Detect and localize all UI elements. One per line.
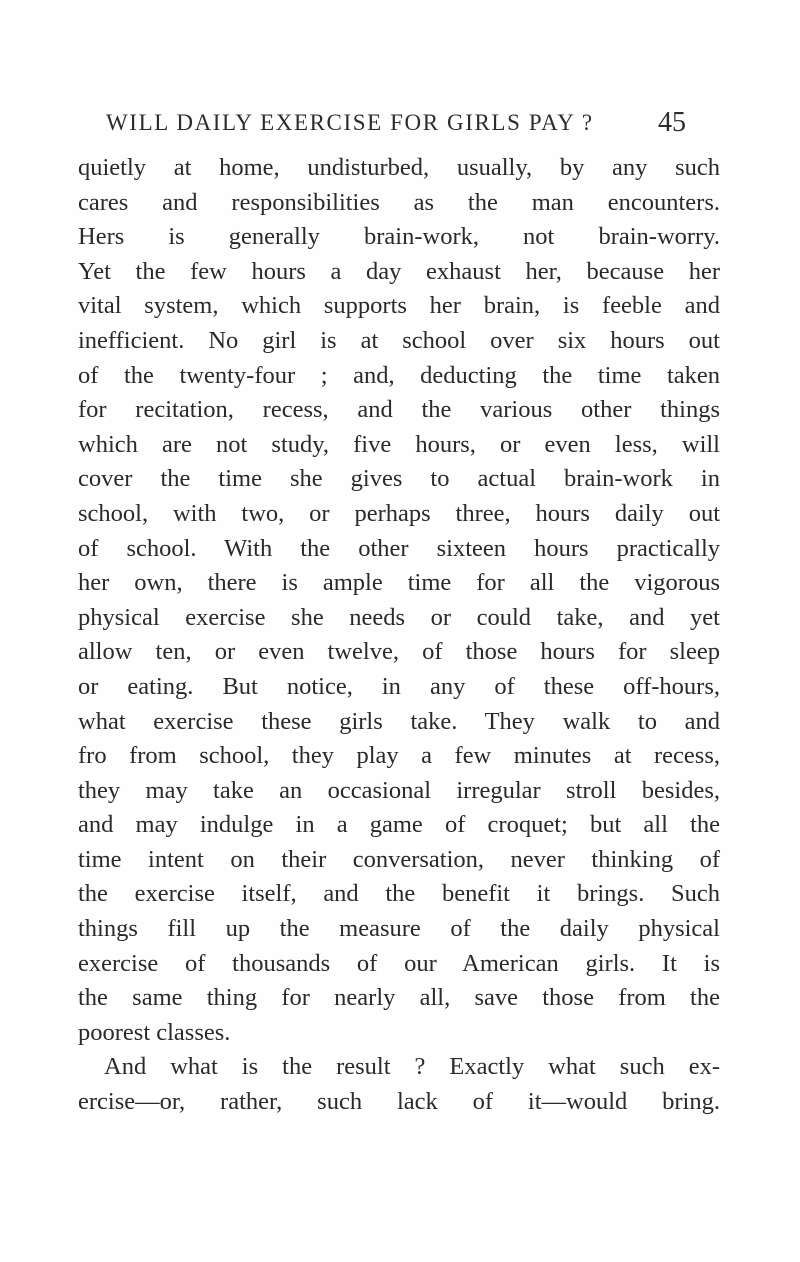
- text-line: or eating. But notice, in any of these off-hours,: [78, 672, 720, 700]
- body-text: [78, 151, 720, 1120]
- running-head: [106, 107, 686, 144]
- text-line: Hers is generally brain-work, not brain-worry.: [78, 223, 720, 251]
- text-line: cares and responsibilities as the man encounters.: [78, 188, 720, 216]
- text-line: Yet the few hours a day exhaust her, because her: [78, 257, 720, 285]
- text-line: physical exercise she needs or could take, and yet: [78, 603, 720, 631]
- text-line: time intent on their conversation, never thinking of: [78, 845, 720, 873]
- text-line: the exercise itself, and the benefit it brings. Such: [78, 880, 720, 908]
- text-line: quietly at home, undisturbed, usually, by any such: [78, 154, 720, 181]
- text-line: fro from school, they play a few minutes at recess,: [78, 742, 720, 770]
- text-line: for recitation, recess, and the various other things: [78, 396, 720, 424]
- running-title: WILL DAILY EXERCISE FOR GIRLS PAY ?: [106, 110, 594, 135]
- text-line: of school. With the other sixteen hours practically: [78, 534, 720, 562]
- text-line: inefficient. No girl is at school over six hours out: [78, 326, 720, 354]
- text-line-paragraph-start: And what is the result ? Exactly what such ex-: [104, 1053, 720, 1081]
- text-line: her own, there is ample time for all the vigorous: [78, 569, 720, 597]
- text-line: exercise of thousands of our American girls. It is: [78, 949, 720, 977]
- text-line: what exercise these girls take. They walk to and: [78, 707, 720, 735]
- text-line: of the twenty-four ; and, deducting the time taken: [78, 361, 720, 389]
- text-line: and may indulge in a game of croquet; but all the: [78, 811, 720, 839]
- text-line: cover the time she gives to actual brain-work in: [78, 465, 720, 493]
- text-line-paragraph-end: poorest classes.: [78, 1018, 231, 1046]
- text-line: vital system, which supports her brain, is feeble and: [78, 292, 720, 320]
- text-line: the same thing for nearly all, save those from the: [78, 984, 720, 1012]
- text-line: ercise—or, rather, such lack of it—would bring.: [78, 1088, 720, 1116]
- text-line: they may take an occasional irregular stroll besides,: [78, 776, 720, 804]
- text-line: allow ten, or even twelve, of those hours for sleep: [78, 638, 720, 666]
- text-line: school, with two, or perhaps three, hours daily out: [78, 499, 720, 527]
- text-line: things fill up the measure of the daily physical: [78, 915, 720, 943]
- page-number: 45: [658, 107, 686, 138]
- text-line: which are not study, five hours, or even less, will: [78, 430, 720, 458]
